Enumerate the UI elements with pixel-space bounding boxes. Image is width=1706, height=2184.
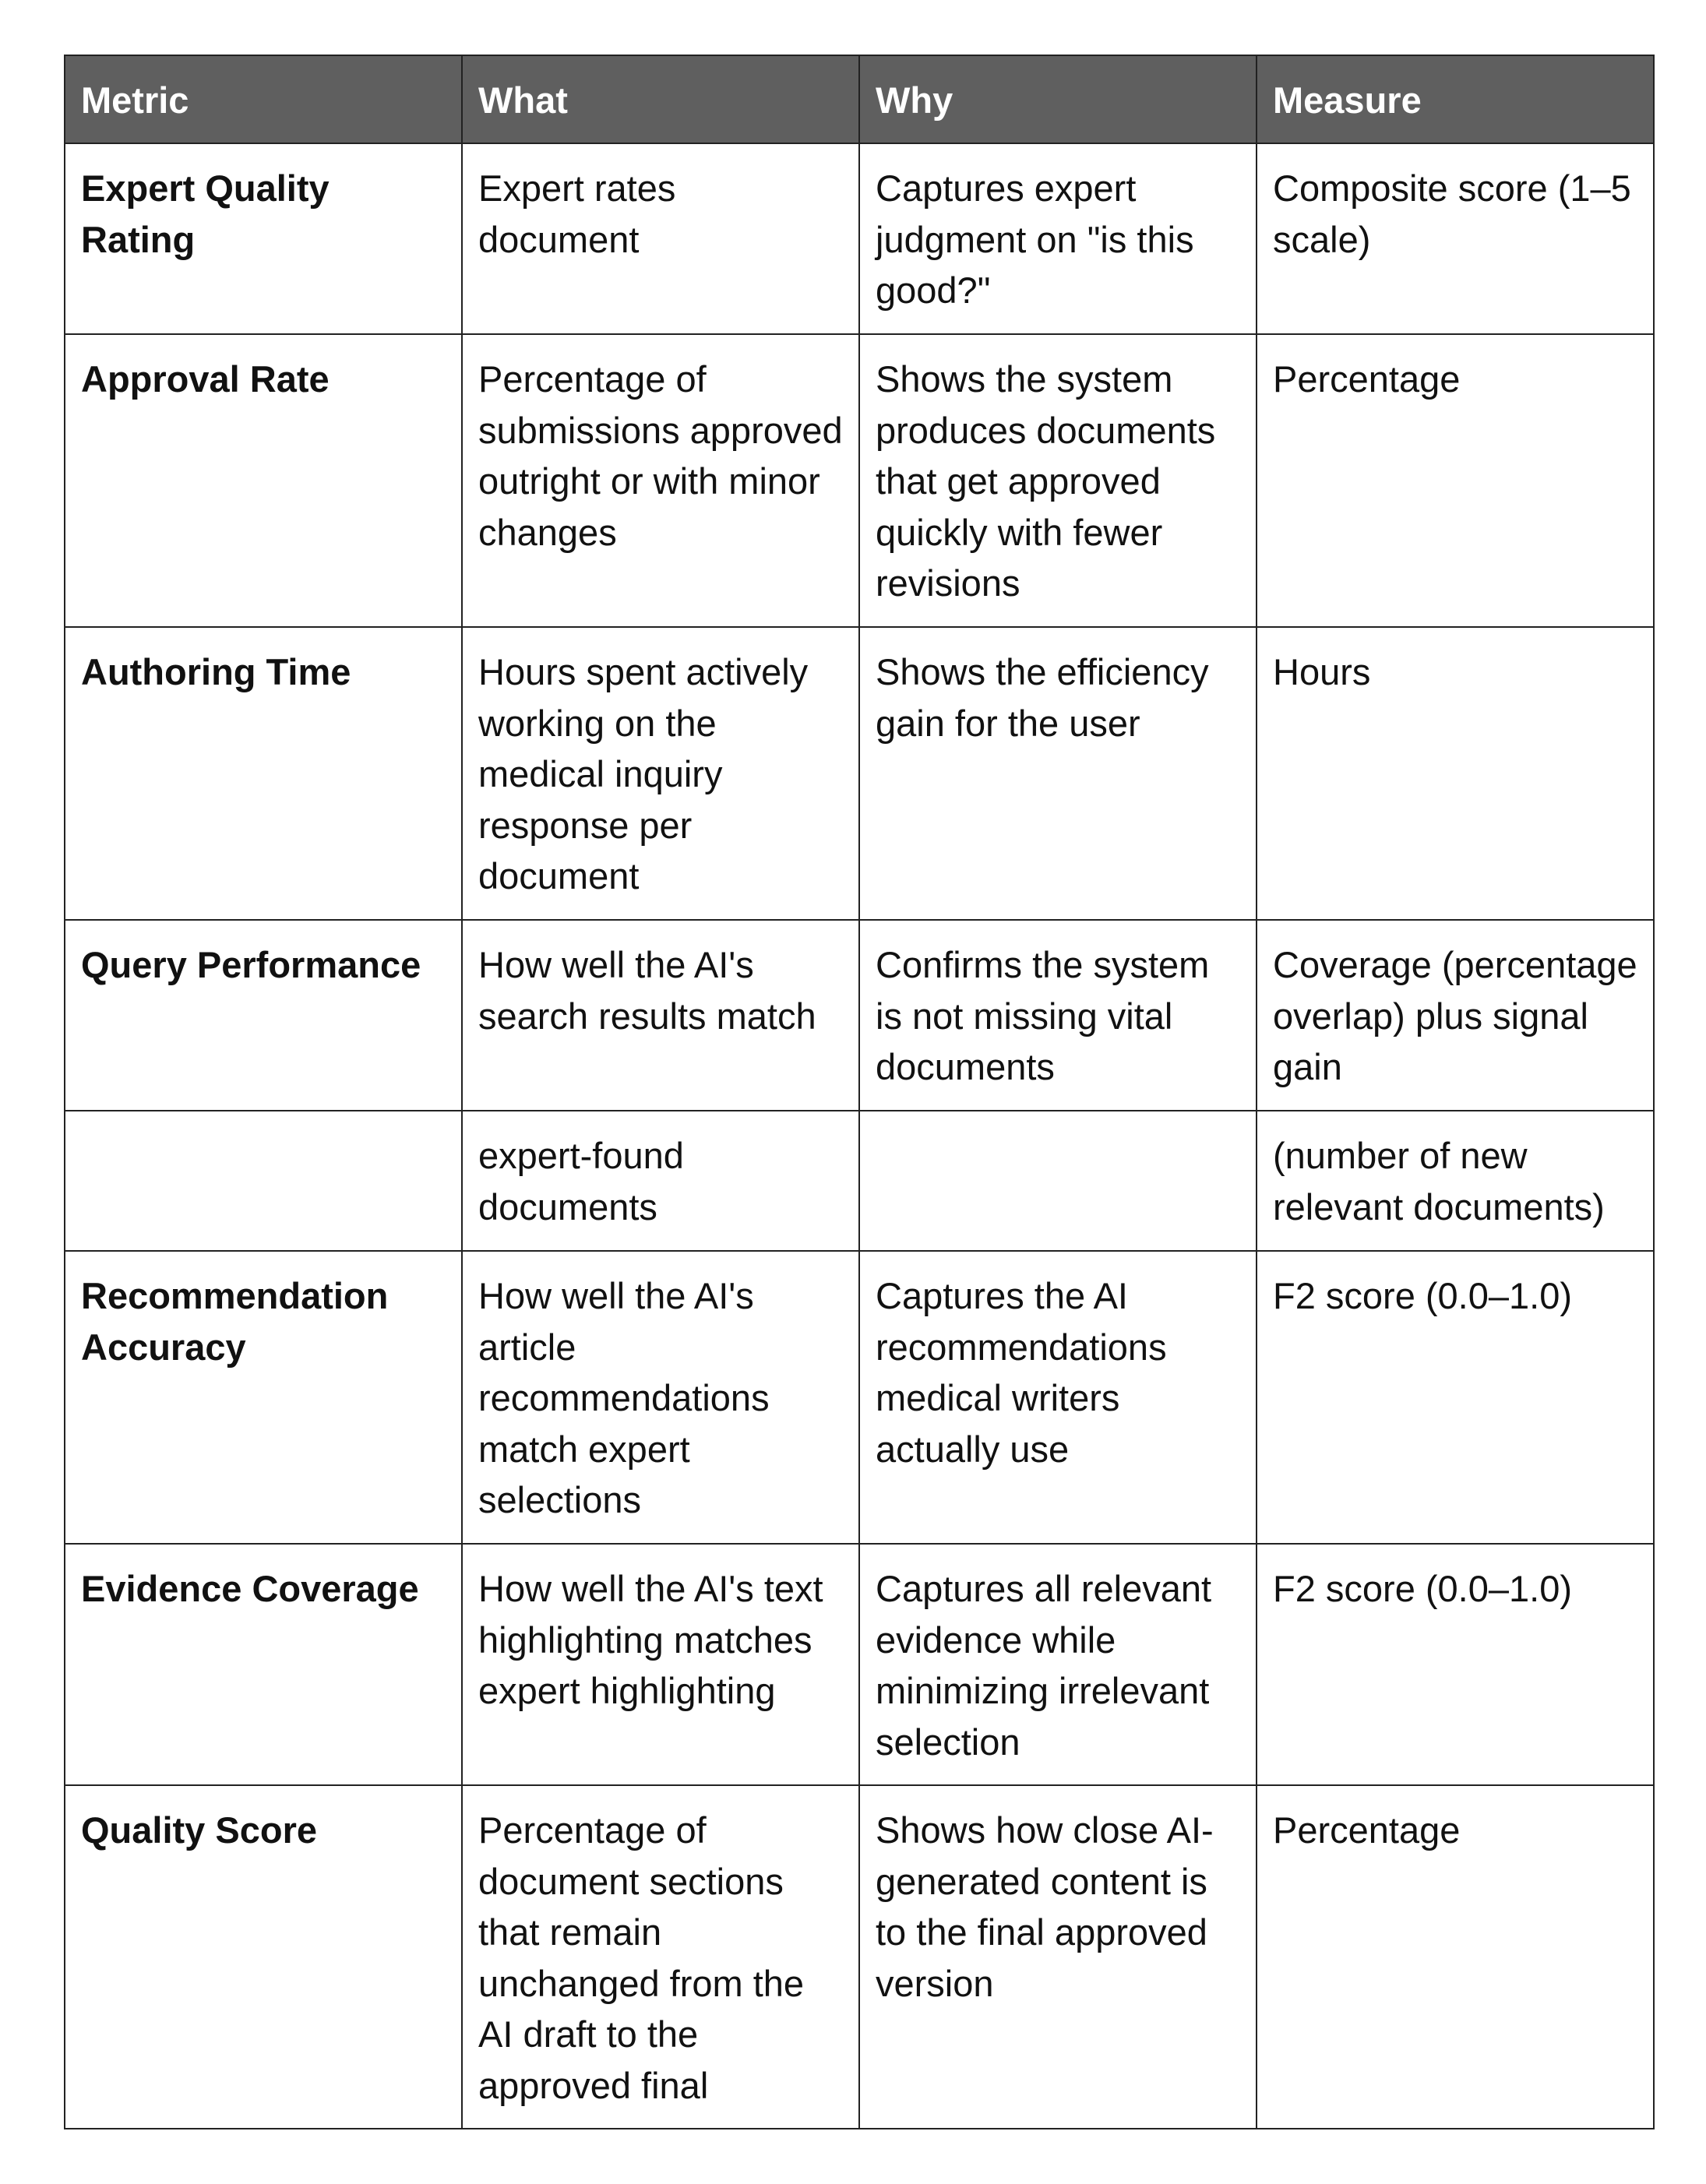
measure-cell: F2 score (0.0–1.0) xyxy=(1257,1544,1654,1785)
what-cell: expert-found documents xyxy=(462,1111,859,1251)
why-cell: Shows the efficiency gain for the user xyxy=(859,627,1257,920)
table-row xyxy=(65,334,1654,627)
table-row xyxy=(65,1251,1654,1544)
table-row xyxy=(65,1785,1654,2129)
measure-cell: Coverage (percentage overlap) plus signal gain xyxy=(1257,920,1654,1111)
why-cell xyxy=(859,1111,1257,1251)
measure-cell: Percentage xyxy=(1257,334,1654,627)
measure-cell: Composite score (1–5 scale) xyxy=(1257,143,1654,334)
table-row xyxy=(65,1544,1654,1785)
what-cell: How well the AI's article recommendations match expert selections xyxy=(462,1251,859,1544)
what-cell: Expert rates document xyxy=(462,143,859,334)
table-row xyxy=(65,143,1654,334)
what-cell: Hours spent actively working on the medical inquiry response per document xyxy=(462,627,859,920)
header-measure: Measure xyxy=(1257,55,1654,143)
metric-cell: Query Performance xyxy=(65,920,462,1111)
metrics-table xyxy=(64,55,1655,2129)
measure-cell: Percentage xyxy=(1257,1785,1654,2129)
metric-cell: Evidence Coverage xyxy=(65,1544,462,1785)
why-cell: Shows the system produces documents that get approved quickly with fewer revisions xyxy=(859,334,1257,627)
measure-cell: (number of new relevant documents) xyxy=(1257,1111,1654,1251)
metric-cell: Approval Rate xyxy=(65,334,462,627)
why-cell: Shows how close AI-generated content is to the final approved version xyxy=(859,1785,1257,2129)
table-header xyxy=(65,55,1654,143)
table-row xyxy=(65,1111,1654,1251)
table-body xyxy=(65,143,1654,2129)
why-cell: Captures expert judgment on "is this good?" xyxy=(859,143,1257,334)
what-cell: Percentage of document sections that remain unchanged from the AI draft to the approved final xyxy=(462,1785,859,2129)
why-cell: Confirms the system is not missing vital documents xyxy=(859,920,1257,1111)
table-row xyxy=(65,627,1654,920)
what-cell: Percentage of submissions approved outright or with minor changes xyxy=(462,334,859,627)
header-what: What xyxy=(462,55,859,143)
metric-cell xyxy=(65,1111,462,1251)
metric-cell: Expert Quality Rating xyxy=(65,143,462,334)
what-cell: How well the AI's text highlighting matches expert highlighting xyxy=(462,1544,859,1785)
what-cell: How well the AI's search results match xyxy=(462,920,859,1111)
metric-cell: Recommendation Accuracy xyxy=(65,1251,462,1544)
header-why: Why xyxy=(859,55,1257,143)
why-cell: Captures all relevant evidence while minimizing irrelevant selection xyxy=(859,1544,1257,1785)
why-cell: Captures the AI recommendations medical writers actually use xyxy=(859,1251,1257,1544)
table-row xyxy=(65,920,1654,1111)
metric-cell: Authoring Time xyxy=(65,627,462,920)
measure-cell: F2 score (0.0–1.0) xyxy=(1257,1251,1654,1544)
header-row xyxy=(65,55,1654,143)
measure-cell: Hours xyxy=(1257,627,1654,920)
metric-cell: Quality Score xyxy=(65,1785,462,2129)
header-metric: Metric xyxy=(65,55,462,143)
